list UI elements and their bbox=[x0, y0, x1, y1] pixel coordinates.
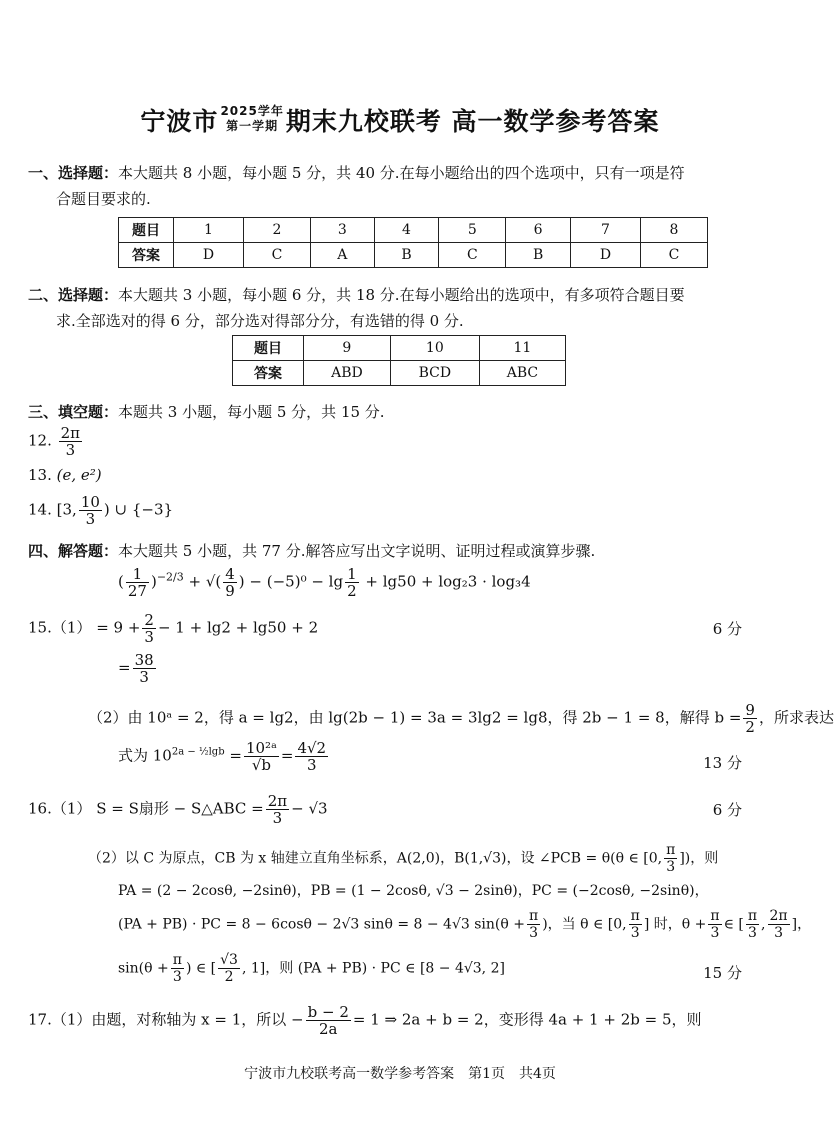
q15-part2-line1 bbox=[88, 702, 834, 735]
section1-line2: 合题目要求的. bbox=[56, 190, 151, 208]
fraction bbox=[527, 908, 540, 941]
denominator: 2 bbox=[745, 718, 755, 736]
expr-part: + lg50 + log₂3 · log₃4 bbox=[360, 572, 531, 591]
expr-part: （2）由 10ᵃ = 2，得 a = lg2，由 lg(2b − 1) = 3a = 3lg2 = lg8，得 2b − 1 = 8，解得 b = bbox=[88, 708, 742, 727]
section3-line bbox=[28, 401, 385, 422]
exponent: −2/3 bbox=[156, 570, 184, 584]
expr-part: − √3 bbox=[291, 799, 328, 818]
table-cell: ABD bbox=[304, 361, 391, 386]
answer-text: (e, e²) bbox=[56, 466, 102, 484]
expr-part: )，当 θ ∈ [0, bbox=[542, 916, 627, 933]
fraction bbox=[266, 793, 289, 826]
numerator: 38 bbox=[134, 651, 154, 669]
fraction bbox=[629, 908, 642, 941]
q16-part1 bbox=[28, 793, 328, 826]
expr-part: ])，则 bbox=[679, 850, 719, 867]
fraction bbox=[171, 952, 184, 985]
section2-line2: 求.全部选对的得 6 分，部分选对得部分分，有选错的得 0 分. bbox=[56, 312, 464, 330]
score-label: 15 分 bbox=[703, 964, 742, 982]
fraction bbox=[345, 566, 359, 599]
table-header-cell: 答案 bbox=[119, 243, 174, 268]
table-cell: 6 bbox=[506, 218, 571, 243]
q15-part1-line1 bbox=[28, 612, 318, 645]
answer-table-1 bbox=[118, 217, 708, 268]
section3-text: 本题共 3 小题，每小题 5 分，共 15 分. bbox=[118, 403, 385, 421]
expr-part: ∈ [ bbox=[723, 916, 744, 933]
answer-12 bbox=[28, 425, 84, 458]
expr-part: ( bbox=[118, 572, 124, 591]
section2-text1: 本大题共 3 小题，每小题 6 分，共 18 分.在每小题给出的选项中，有多项符合题目要 bbox=[118, 286, 685, 304]
table-cell: 11 bbox=[479, 336, 565, 361]
answer-table-2 bbox=[232, 335, 566, 386]
numerator: 2π bbox=[267, 792, 288, 810]
numerator: 1 bbox=[347, 565, 357, 583]
exponent: 2a − ½lgb bbox=[171, 746, 225, 758]
q16-part2-line4 bbox=[118, 952, 505, 985]
expr-part: − 1 + lg2 + lg50 + 2 bbox=[157, 618, 319, 637]
title-term bbox=[220, 104, 283, 134]
fraction bbox=[244, 740, 279, 773]
question-number: 12. bbox=[28, 431, 52, 450]
fraction bbox=[133, 652, 156, 685]
expr-part: ) − (−5)⁰ − lg bbox=[238, 572, 344, 591]
section2-head: 二、选择题： bbox=[28, 286, 119, 304]
expr-part: S = S扇形 − S△ABC = bbox=[96, 799, 264, 818]
table-cell: A bbox=[311, 243, 375, 268]
numerator: 9 bbox=[745, 701, 755, 719]
question-number: 13. bbox=[28, 466, 52, 484]
denominator: 3 bbox=[172, 969, 182, 985]
expr-part: ) bbox=[150, 572, 157, 591]
table-cell: ABC bbox=[479, 361, 565, 386]
fraction bbox=[768, 908, 790, 941]
table-row bbox=[233, 336, 566, 361]
title-year: 2025学年 bbox=[220, 104, 284, 118]
fraction bbox=[708, 908, 721, 941]
numerator: π bbox=[710, 908, 720, 924]
fraction bbox=[142, 612, 156, 645]
expr-part: (PA + PB) · PC = 8 − 6cosθ − 2√3 sinθ = 8 − 4√3 sin(θ + bbox=[118, 916, 525, 933]
section4-text: 本大题共 5 小题，共 77 分.解答应写出文字说明、证明过程或演算步骤. bbox=[118, 542, 596, 560]
numerator: 2π bbox=[769, 908, 788, 924]
table-cell: B bbox=[506, 243, 571, 268]
table-cell: B bbox=[374, 243, 439, 268]
table-row bbox=[233, 361, 566, 386]
expr-part: , bbox=[761, 916, 766, 933]
question-number: 14. bbox=[28, 500, 52, 519]
expr-part: = 9 + bbox=[96, 618, 141, 637]
section2-line1 bbox=[28, 284, 685, 305]
table-cell: BCD bbox=[390, 361, 479, 386]
fraction bbox=[664, 842, 677, 875]
table-row bbox=[119, 218, 708, 243]
fraction bbox=[126, 566, 149, 599]
denominator: √b bbox=[251, 756, 271, 774]
expr-part: （2）以 C 为原点，CB 为 x 轴建立直角坐标系，A(2,0)，B(1,√3)，设 ∠PCB = θ(θ ∈ [0, bbox=[88, 850, 663, 867]
answer-text: [3, bbox=[56, 500, 77, 519]
title-city: 宁波市 bbox=[140, 107, 219, 136]
expr-part: = bbox=[280, 746, 294, 765]
answer-14 bbox=[28, 494, 173, 527]
table-header-cell: 题目 bbox=[119, 218, 174, 243]
score-label: 6 分 bbox=[712, 801, 742, 819]
expr-part: ) ∈ [ bbox=[185, 960, 217, 977]
fraction bbox=[743, 702, 757, 735]
fraction bbox=[59, 425, 82, 458]
table-cell: 1 bbox=[174, 218, 244, 243]
answer-13 bbox=[28, 466, 102, 484]
denominator: 3 bbox=[529, 925, 539, 941]
table-cell: 8 bbox=[640, 218, 707, 243]
expr-part: 式为 10 bbox=[118, 746, 172, 765]
expr-part: + √( bbox=[183, 572, 222, 591]
numerator: 4 bbox=[225, 565, 235, 583]
section4-line bbox=[28, 540, 595, 561]
denominator: 3 bbox=[630, 925, 640, 941]
answer-text: ) ∪ {−3} bbox=[103, 500, 174, 519]
denominator: 3 bbox=[144, 628, 154, 646]
expr-part: 17.（1）由题，对称轴为 x = 1，所以 − bbox=[28, 1010, 304, 1029]
expr-part: sin(θ + bbox=[118, 960, 169, 977]
expr-part: = bbox=[224, 746, 242, 765]
numerator: 1 bbox=[126, 566, 149, 583]
title-semester: 第一学期 bbox=[226, 119, 279, 133]
denominator: 3 bbox=[272, 809, 283, 827]
page-title bbox=[0, 102, 800, 138]
fraction bbox=[295, 740, 328, 773]
numerator: √3 bbox=[220, 952, 238, 968]
table-cell: C bbox=[243, 243, 310, 268]
table-cell: 4 bbox=[374, 218, 439, 243]
q15-expression bbox=[118, 566, 531, 599]
section1-head: 一、选择题： bbox=[28, 164, 119, 182]
numerator: π bbox=[630, 908, 640, 924]
table-cell: 3 bbox=[311, 218, 375, 243]
numerator: π bbox=[666, 842, 676, 858]
denominator: 3 bbox=[139, 668, 149, 686]
section3-head: 三、填空题： bbox=[28, 403, 119, 421]
table-header-cell: 题目 bbox=[233, 336, 304, 361]
denominator: 3 bbox=[85, 510, 96, 528]
section1-line1 bbox=[28, 162, 685, 183]
fraction bbox=[218, 952, 240, 985]
denominator: 2 bbox=[224, 969, 234, 985]
numerator: b − 2 bbox=[307, 1003, 349, 1021]
denominator: 2a bbox=[319, 1020, 338, 1038]
denominator: 3 bbox=[306, 756, 317, 774]
denominator: 3 bbox=[774, 925, 784, 941]
q16-part2-line1 bbox=[88, 842, 718, 875]
q15-part1-line2 bbox=[118, 652, 158, 685]
fraction bbox=[223, 566, 237, 599]
fraction bbox=[79, 494, 102, 527]
table-cell: C bbox=[439, 243, 506, 268]
numerator: 2 bbox=[144, 611, 154, 629]
table-header-cell: 答案 bbox=[233, 361, 304, 386]
page-footer: 宁波市九校联考高一数学参考答案 第1页 共4页 bbox=[244, 1066, 556, 1082]
numerator: 10 bbox=[80, 493, 100, 511]
denominator: 27 bbox=[127, 582, 147, 600]
denominator: 2 bbox=[347, 582, 357, 600]
table-cell: 5 bbox=[439, 218, 506, 243]
expr-part: = 1 ⇒ 2a + b = 2，变形得 4a + 1 + 2b = 5，则 bbox=[352, 1010, 702, 1029]
table-cell: 10 bbox=[390, 336, 479, 361]
denominator: 3 bbox=[666, 859, 676, 875]
numerator: π bbox=[747, 908, 758, 924]
section1-text1: 本大题共 8 小题，每小题 5 分，共 40 分.在每小题给出的四个选项中，只有一项是符 bbox=[118, 164, 685, 182]
fraction bbox=[306, 1004, 351, 1037]
denominator: 3 bbox=[747, 925, 757, 941]
table-cell: C bbox=[640, 243, 707, 268]
denominator: 3 bbox=[710, 925, 720, 941]
score-label: 6 分 bbox=[712, 620, 742, 638]
table-cell: D bbox=[174, 243, 244, 268]
question-number: 16.（1） bbox=[28, 799, 92, 818]
expr-part: ] 时，θ + bbox=[643, 916, 707, 933]
numerator: π bbox=[528, 908, 539, 924]
numerator: 4√2 bbox=[297, 739, 327, 757]
fraction bbox=[746, 908, 759, 941]
denominator: 9 bbox=[225, 582, 235, 600]
table-cell: 9 bbox=[304, 336, 391, 361]
q16-part2-line3 bbox=[118, 908, 811, 941]
numerator: π bbox=[172, 952, 182, 968]
numerator: 10²ᵃ bbox=[245, 739, 277, 757]
title-rest: 期末九校联考 高一数学参考答案 bbox=[285, 107, 660, 136]
q16-part2-line2: PA = (2 − 2cosθ, −2sinθ)，PB = (1 − 2cosθ, √3 − 2sinθ)，PC = (−2cosθ, −2sinθ)， bbox=[118, 883, 709, 899]
expr-part: ，所求表达 bbox=[758, 708, 834, 727]
section4-head: 四、解答题： bbox=[28, 542, 119, 560]
expr-part: ]， bbox=[791, 916, 812, 933]
table-cell: 7 bbox=[570, 218, 640, 243]
numerator: 2π bbox=[60, 424, 81, 442]
table-cell: D bbox=[570, 243, 640, 268]
denominator: 3 bbox=[65, 441, 76, 459]
expr-part: , 1]，则 (PA + PB) · PC ∈ [8 − 4√3, 2] bbox=[241, 960, 505, 977]
q17-part1 bbox=[28, 1004, 702, 1037]
question-number: 15.（1） bbox=[28, 618, 92, 637]
expr-part: = bbox=[118, 658, 131, 677]
score-label: 13 分 bbox=[703, 754, 742, 772]
q15-part2-line2 bbox=[118, 740, 330, 773]
table-row bbox=[119, 243, 708, 268]
table-cell: 2 bbox=[243, 218, 310, 243]
